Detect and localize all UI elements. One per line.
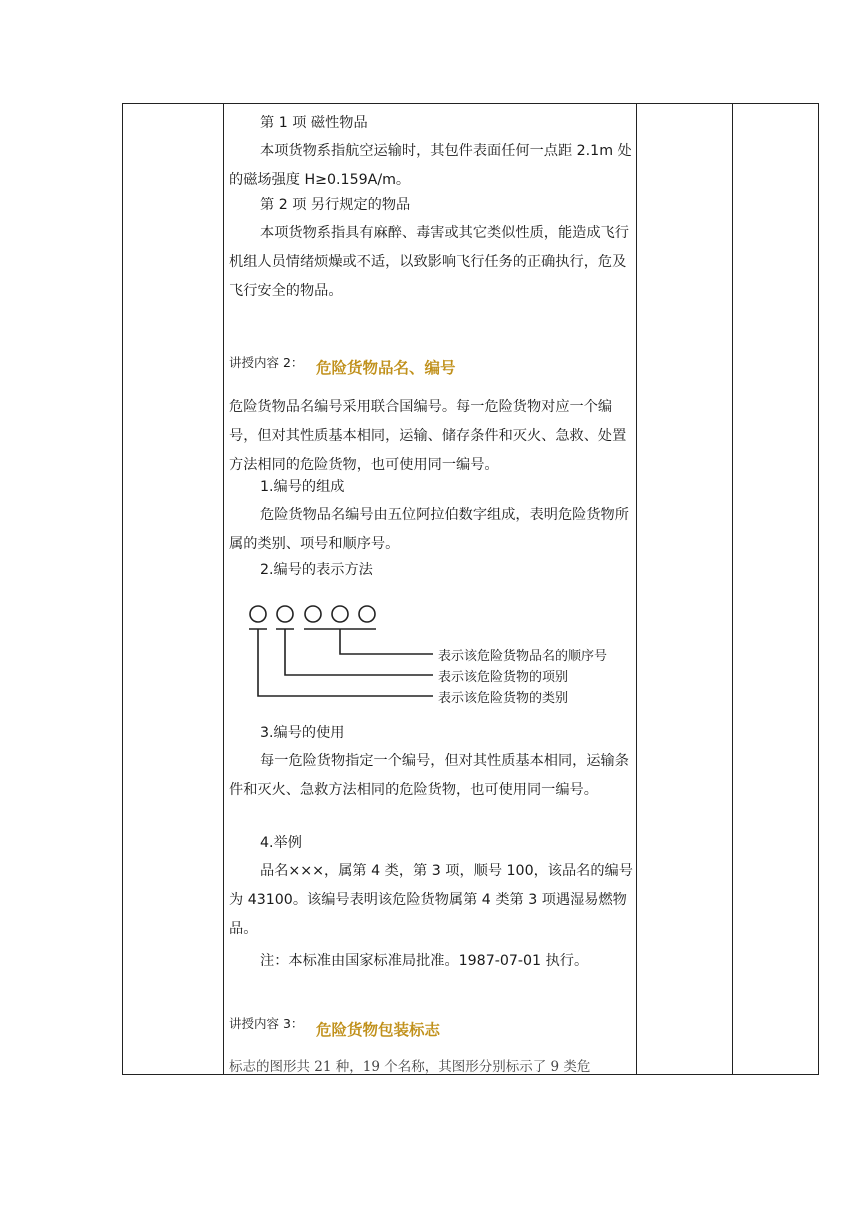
standard-note: 注：本标准由国家标准局批准。1987-07-01 执行。 [260, 953, 589, 969]
item-2-body: 本项货物系指具有麻醉、毒害或其它类似性质，能造成飞行机组人员情绪烦燥或不适，以致影响飞行任务的正确执行，危及飞行安全的物品。 [229, 225, 629, 299]
lecture-2-intro: 危险货物品名编号采用联合国编号。每一危险货物对应一个编号，但对其性质基本相同，运输、储存条件和灭火、急救、处置方法相同的危险货物，也可使用同一编号。 [229, 399, 627, 473]
section-4-title: 4.举例 [260, 835, 302, 851]
content-table [122, 103, 819, 1075]
section-2-title: 2.编号的表示方法 [260, 562, 373, 578]
column-divider-3 [732, 104, 733, 1074]
column-divider-2 [636, 104, 637, 1074]
item-1-title: 第 1 项 磁性物品 [260, 115, 368, 131]
item-2-title: 第 2 项 另行规定的物品 [260, 197, 411, 213]
digit-circle-4 [332, 606, 348, 622]
main-content-cell [223, 104, 636, 1074]
section-3-title: 3.编号的使用 [260, 725, 345, 741]
section-3-body: 每一危险货物指定一个编号，但对其性质基本相同，运输条 件和灭火、急救方法相同的危险货物，也可使用同一编号。 [229, 753, 629, 798]
section-4-body: 品名×××，属第 4 类，第 3 项，顺号 100，该品名的编号为 43100。该编号表明该危险货物属第 4 类第 3 项遇湿易燃物品。 [229, 863, 633, 937]
section-1-body: 危险货物品名编号由五位阿拉伯数字组成，表明危险货物所属的类别、项号和顺序号。 [229, 507, 629, 552]
connector-item [285, 629, 433, 675]
lecture-2-title: 危险货物品名、编号 [316, 359, 456, 377]
digit-circle-3 [305, 606, 321, 622]
lecture-3-label: 讲授内容 3： [229, 1016, 304, 1031]
diagram-label-class: 表示该危险货物的类别 [438, 691, 569, 706]
lecture-3-intro: 标志的图形共 21 种，19 个名称，其图形分别标示了 9 类危 [229, 1059, 591, 1074]
section-1-title: 1.编号的组成 [260, 479, 345, 495]
lecture-2-label: 讲授内容 2： [229, 355, 304, 370]
lecture-3-title: 危险货物包装标志 [316, 1021, 441, 1039]
item-1-body: 本项货物系指航空运输时，其包件表面任何一点距 2.1m 处的磁场强度 H≥0.159A/m。 [229, 143, 632, 188]
diagram-label-item: 表示该危险货物的项别 [438, 670, 569, 685]
digit-circle-5 [359, 606, 375, 622]
diagram-label-sequence: 表示该危险货物品名的顺序号 [438, 649, 608, 664]
connector-sequence [340, 629, 433, 654]
digit-circle-1 [250, 606, 266, 622]
digit-circle-2 [277, 606, 293, 622]
